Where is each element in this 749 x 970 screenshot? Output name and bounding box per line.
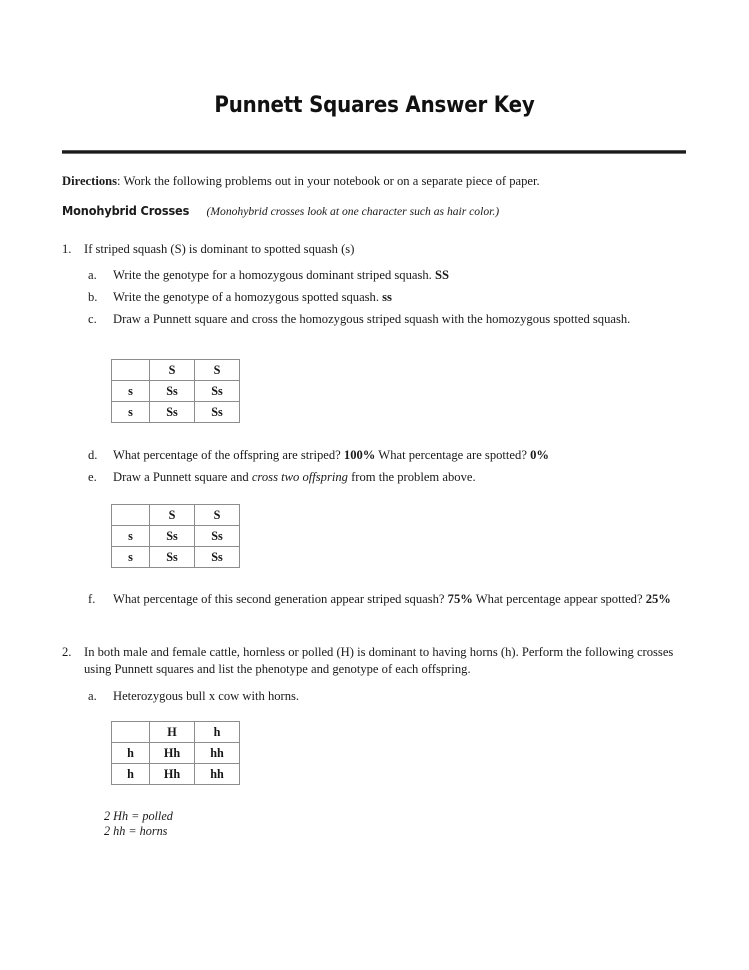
punnett-cell: hh xyxy=(195,743,240,764)
problem-1-part-d xyxy=(88,447,687,464)
table-row xyxy=(112,402,240,423)
table-row xyxy=(112,743,240,764)
table-row xyxy=(112,722,240,743)
section-heading-label: Monohybrid Crosses xyxy=(62,203,190,218)
punnett-cell: s xyxy=(112,547,150,568)
section-heading-note: (Monohybrid crosses look at one character such as hair color.) xyxy=(206,205,500,218)
table-row xyxy=(112,547,240,568)
problem-1-part-d-body xyxy=(113,447,687,464)
punnett-cell xyxy=(112,360,150,381)
problem-1-part-f-answer-b: 25% xyxy=(645,592,671,606)
problem-1-part-b-body xyxy=(113,289,687,306)
problem-2-marker: 2. xyxy=(62,645,72,659)
punnett-cell: hh xyxy=(195,764,240,785)
punnett-cell: S xyxy=(150,505,195,526)
problem-1-part-b xyxy=(88,289,687,306)
problem-1-part-d-answer-a: 100% xyxy=(343,448,376,462)
table-row xyxy=(112,764,240,785)
punnett-cell: Ss xyxy=(150,402,195,423)
problem-1-part-b-marker: b. xyxy=(88,290,98,304)
punnett-cell: Ss xyxy=(195,547,240,568)
punnett-cell: Ss xyxy=(150,526,195,547)
directions-line xyxy=(62,173,687,189)
punnett-cell: S xyxy=(150,360,195,381)
punnett-cell: Ss xyxy=(195,381,240,402)
page-title: Punnett Squares Answer Key xyxy=(214,92,535,118)
problem-1-part-f-body xyxy=(113,591,687,608)
problem-1-part-a-body xyxy=(113,267,687,284)
problem-2-part-a-marker: a. xyxy=(88,689,97,703)
problem-1-part-a-text: Write the genotype for a homozygous dominant striped squash. xyxy=(113,268,435,282)
punnett-cell xyxy=(112,722,150,743)
punnett-square-2a xyxy=(111,721,240,785)
title-divider xyxy=(62,150,686,154)
problem-1-part-d-marker: d. xyxy=(88,448,98,462)
table-row xyxy=(112,505,240,526)
problem-1-part-c-marker: c. xyxy=(88,312,97,326)
problem-1-part-e-text-a: Draw a Punnett square and xyxy=(113,470,252,484)
problem-1-part-d-text-b: What percentage are spotted? xyxy=(375,448,531,462)
problem-1-part-f xyxy=(88,591,687,608)
problem-1-part-f-text-a: What percentage of this second generation appear striped squash? xyxy=(113,592,448,606)
problem-1-part-e-body xyxy=(113,469,687,486)
punnett-square-1c xyxy=(111,359,240,423)
problem-1-part-c-text: Draw a Punnett square and cross the homozygous striped squash with the homozygous spotted squash. xyxy=(113,312,631,326)
result-line-1: 2 Hh = polled xyxy=(104,809,173,823)
problem-1-part-f-text-b: What percentage appear spotted? xyxy=(472,592,646,606)
problem-1-marker: 1. xyxy=(62,242,72,256)
problem-1-part-a-marker: a. xyxy=(88,268,97,282)
punnett-cell: Hh xyxy=(150,764,195,785)
section-heading-monohybrid xyxy=(62,203,687,220)
table-row xyxy=(112,381,240,402)
problem-1-part-b-answer: ss xyxy=(382,290,392,304)
punnett-cell: Ss xyxy=(150,547,195,568)
punnett-cell: S xyxy=(195,505,240,526)
problem-1-part-f-answer-a: 75% xyxy=(447,592,473,606)
punnett-cell: s xyxy=(112,381,150,402)
punnett-cell: s xyxy=(112,526,150,547)
punnett-cell: Hh xyxy=(150,743,195,764)
problem-2 xyxy=(62,644,687,677)
problem-1-part-f-marker: f. xyxy=(88,592,96,606)
problem-1-text: If striped squash (S) is dominant to spotted squash (s) xyxy=(84,242,355,256)
punnett-cell: Ss xyxy=(150,381,195,402)
punnett-cell xyxy=(112,505,150,526)
problem-1-part-a xyxy=(88,267,687,284)
table-row xyxy=(112,526,240,547)
result-line-2: 2 hh = horns xyxy=(104,824,168,838)
problem-1 xyxy=(62,241,687,258)
problem-1-part-d-answer-b: 0% xyxy=(530,448,549,462)
problem-2-text: In both male and female cattle, hornless or polled (H) is dominant to having horns (h). Perform the following crosses using Punnett squares and list the phenotype and genotype of each offspring. xyxy=(84,645,674,676)
punnett-cell: h xyxy=(112,764,150,785)
problem-1-part-b-text: Write the genotype of a homozygous spotted squash. xyxy=(113,290,383,304)
problem-1-part-a-answer: SS xyxy=(434,268,449,282)
problem-1-part-e-marker: e. xyxy=(88,470,97,484)
punnett-cell: H xyxy=(150,722,195,743)
directions-label: Directions xyxy=(62,174,118,188)
punnett-cell: S xyxy=(195,360,240,381)
problem-2-part-a xyxy=(88,688,687,705)
punnett-cell: h xyxy=(195,722,240,743)
problem-1-part-e-text-b: from the problem above. xyxy=(347,470,476,484)
directions-text: : Work the following problems out in your notebook or on a separate piece of paper. xyxy=(117,174,540,188)
problem-1-part-d-text-a: What percentage of the offspring are striped? xyxy=(113,448,344,462)
problem-1-part-e-italic: cross two offspring xyxy=(251,470,348,484)
punnett-cell: Ss xyxy=(195,526,240,547)
punnett-cell: h xyxy=(112,743,150,764)
problem-2-part-a-text: Heterozygous bull x cow with horns. xyxy=(113,689,300,703)
problem-1-part-e xyxy=(88,469,687,486)
table-row xyxy=(112,360,240,381)
punnett-cell: s xyxy=(112,402,150,423)
punnett-cell: Ss xyxy=(195,402,240,423)
punnett-square-1e xyxy=(111,504,240,568)
problem-1-part-c xyxy=(88,311,687,328)
